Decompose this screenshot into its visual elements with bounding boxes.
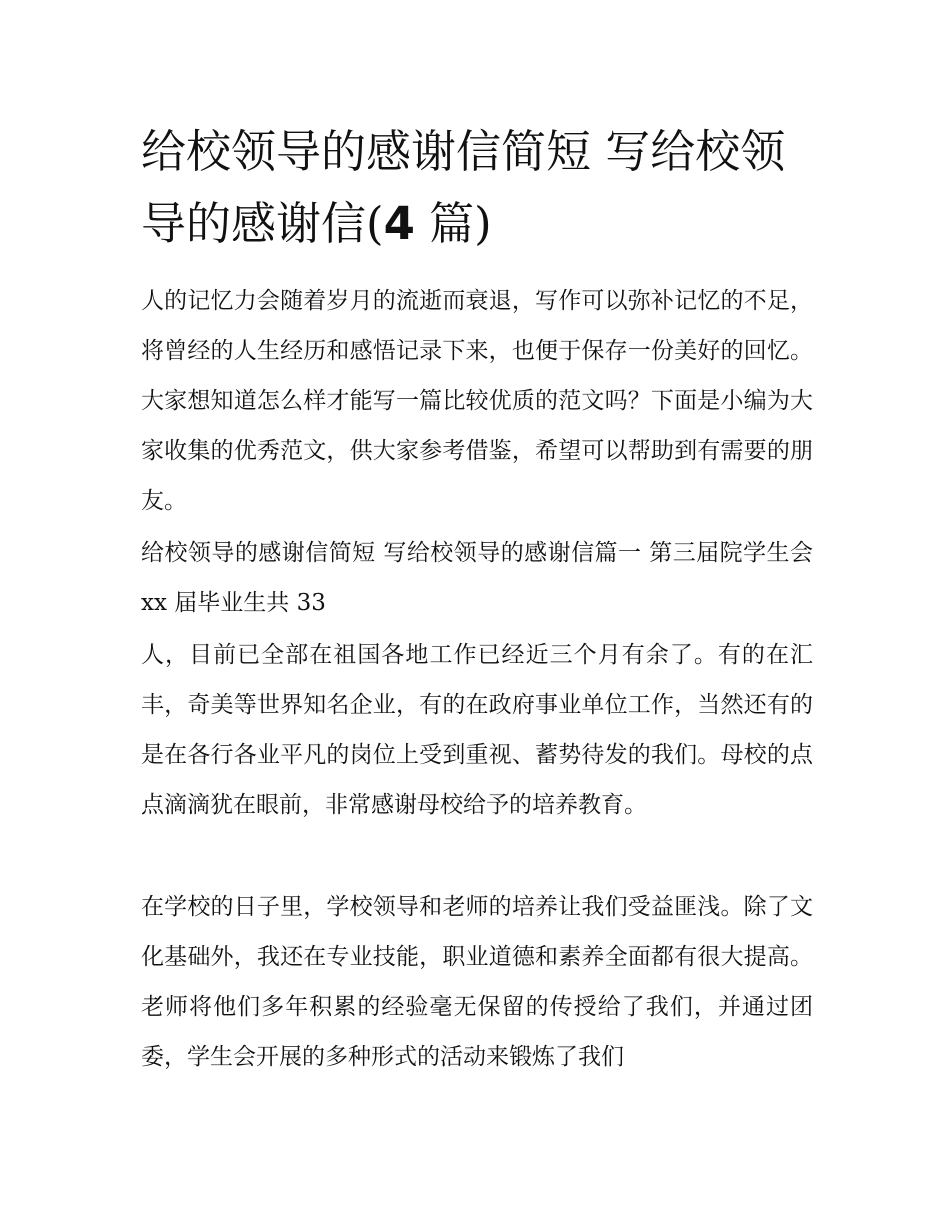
section-heading-paragraph: 给校领导的感谢信简短 写给校领导的感谢信篇一 第三届院学生会 xx 届毕业生共 33 [141, 540, 813, 616]
body-paragraph-graduates: 人，目前已全部在祖国各地工作已经近三个月有余了。有的在汇丰，奇美等世界知名企业，有的在政府事业单位工作，当然还有的是在各行各业平凡的岗位上受到重视、蓄势待发的我们。母校的点点滴滴犹在眼前，非常感谢母校给予的培养教育。 [141, 642, 813, 818]
body-paragraph-school-days: 在学校的日子里，学校领导和老师的培养让我们受益匪浅。除了文化基础外，我还在专业技能，职业道德和素养全面都有很大提高。老师将他们多年积累的经验毫无保留的传授给了我们，并通过团委，学生会开展的多种形式的活动来锻炼了我们 [141, 894, 813, 1070]
document-title [141, 116, 813, 260]
title-tail-text: 篇) [414, 197, 492, 250]
title-count: 4 [383, 197, 415, 250]
intro-paragraph: 人的记忆力会随着岁月的流逝而衰退，写作可以弥补记忆的不足，将曾经的人生经历和感悟记录下来，也便于保存一份美好的回忆。大家想知道怎么样才能写一篇比较优质的范文吗？下面是小编为大家收集的优秀范文，供大家参考借鉴，希望可以帮助到有需要的朋友。 [141, 288, 813, 514]
title-main-text: 给校领导的感谢信简短 写给校领导的感谢信( [141, 125, 786, 250]
